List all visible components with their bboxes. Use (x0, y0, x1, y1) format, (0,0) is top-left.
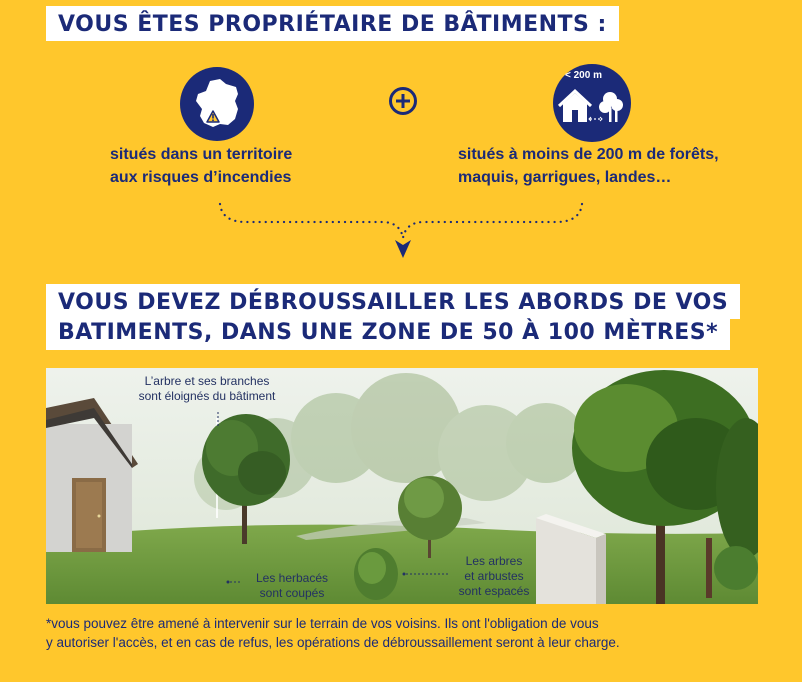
obligation-line-2-text: BATIMENTS, DANS UNE ZONE DE 50 À 100 MÈTRES* (58, 320, 719, 345)
distance-badge: < 200 m (565, 70, 602, 81)
tree-annotation-line-1: L’arbre et ses branches (144, 374, 270, 388)
obligation-title-line-1 (46, 284, 740, 319)
down-arrow-icon (395, 240, 411, 258)
condition-territory (110, 143, 350, 189)
house-near-forest-icon (553, 64, 631, 142)
illustration-photo (46, 368, 758, 604)
shrub-annotation-line-3: sont espacés (458, 584, 530, 598)
footnote-line-2: y autoriser l'accès, et en cas de refus, les opérations de débroussaillement seront à leur charge. (46, 635, 620, 650)
page-title (46, 6, 619, 41)
herb-annotation (242, 571, 342, 601)
condition-territory-line-1: situés dans un territoire (110, 146, 293, 163)
condition-distance-line-1: situés à moins de 200 m de forêts, (458, 146, 719, 163)
shrub-annotation-line-2: et arbustes (464, 569, 524, 583)
footnote (46, 614, 766, 652)
tree-annotation-line-2: sont éloignés du bâtiment (138, 389, 276, 403)
herb-annotation-line-1: Les herbacés (255, 571, 329, 585)
herb-annotation-line-2: sont coupés (259, 586, 325, 600)
shrub-annotation (446, 554, 542, 599)
dotted-connector (0, 200, 802, 270)
tree-annotation (122, 374, 292, 404)
page-title-text: VOUS ÊTES PROPRIÉTAIRE DE BÂTIMENTS : (58, 12, 607, 37)
condition-distance-line-2: maquis, garrigues, landes… (458, 169, 672, 186)
condition-distance (458, 143, 758, 189)
shrub-annotation-line-1: Les arbres (465, 554, 523, 568)
obligation-title-line-2 (46, 316, 730, 350)
condition-territory-line-2: aux risques d’incendies (110, 169, 292, 186)
footnote-line-1: *vous pouvez être amené à intervenir sur le terrain de vos voisins. Ils ont l'obligation de vous (46, 616, 599, 631)
france-map-warning-icon (180, 67, 254, 141)
plus-icon (388, 86, 418, 116)
obligation-line-1-text: VOUS DEVEZ DÉBROUSSAILLER LES ABORDS DE VOS (58, 290, 729, 315)
